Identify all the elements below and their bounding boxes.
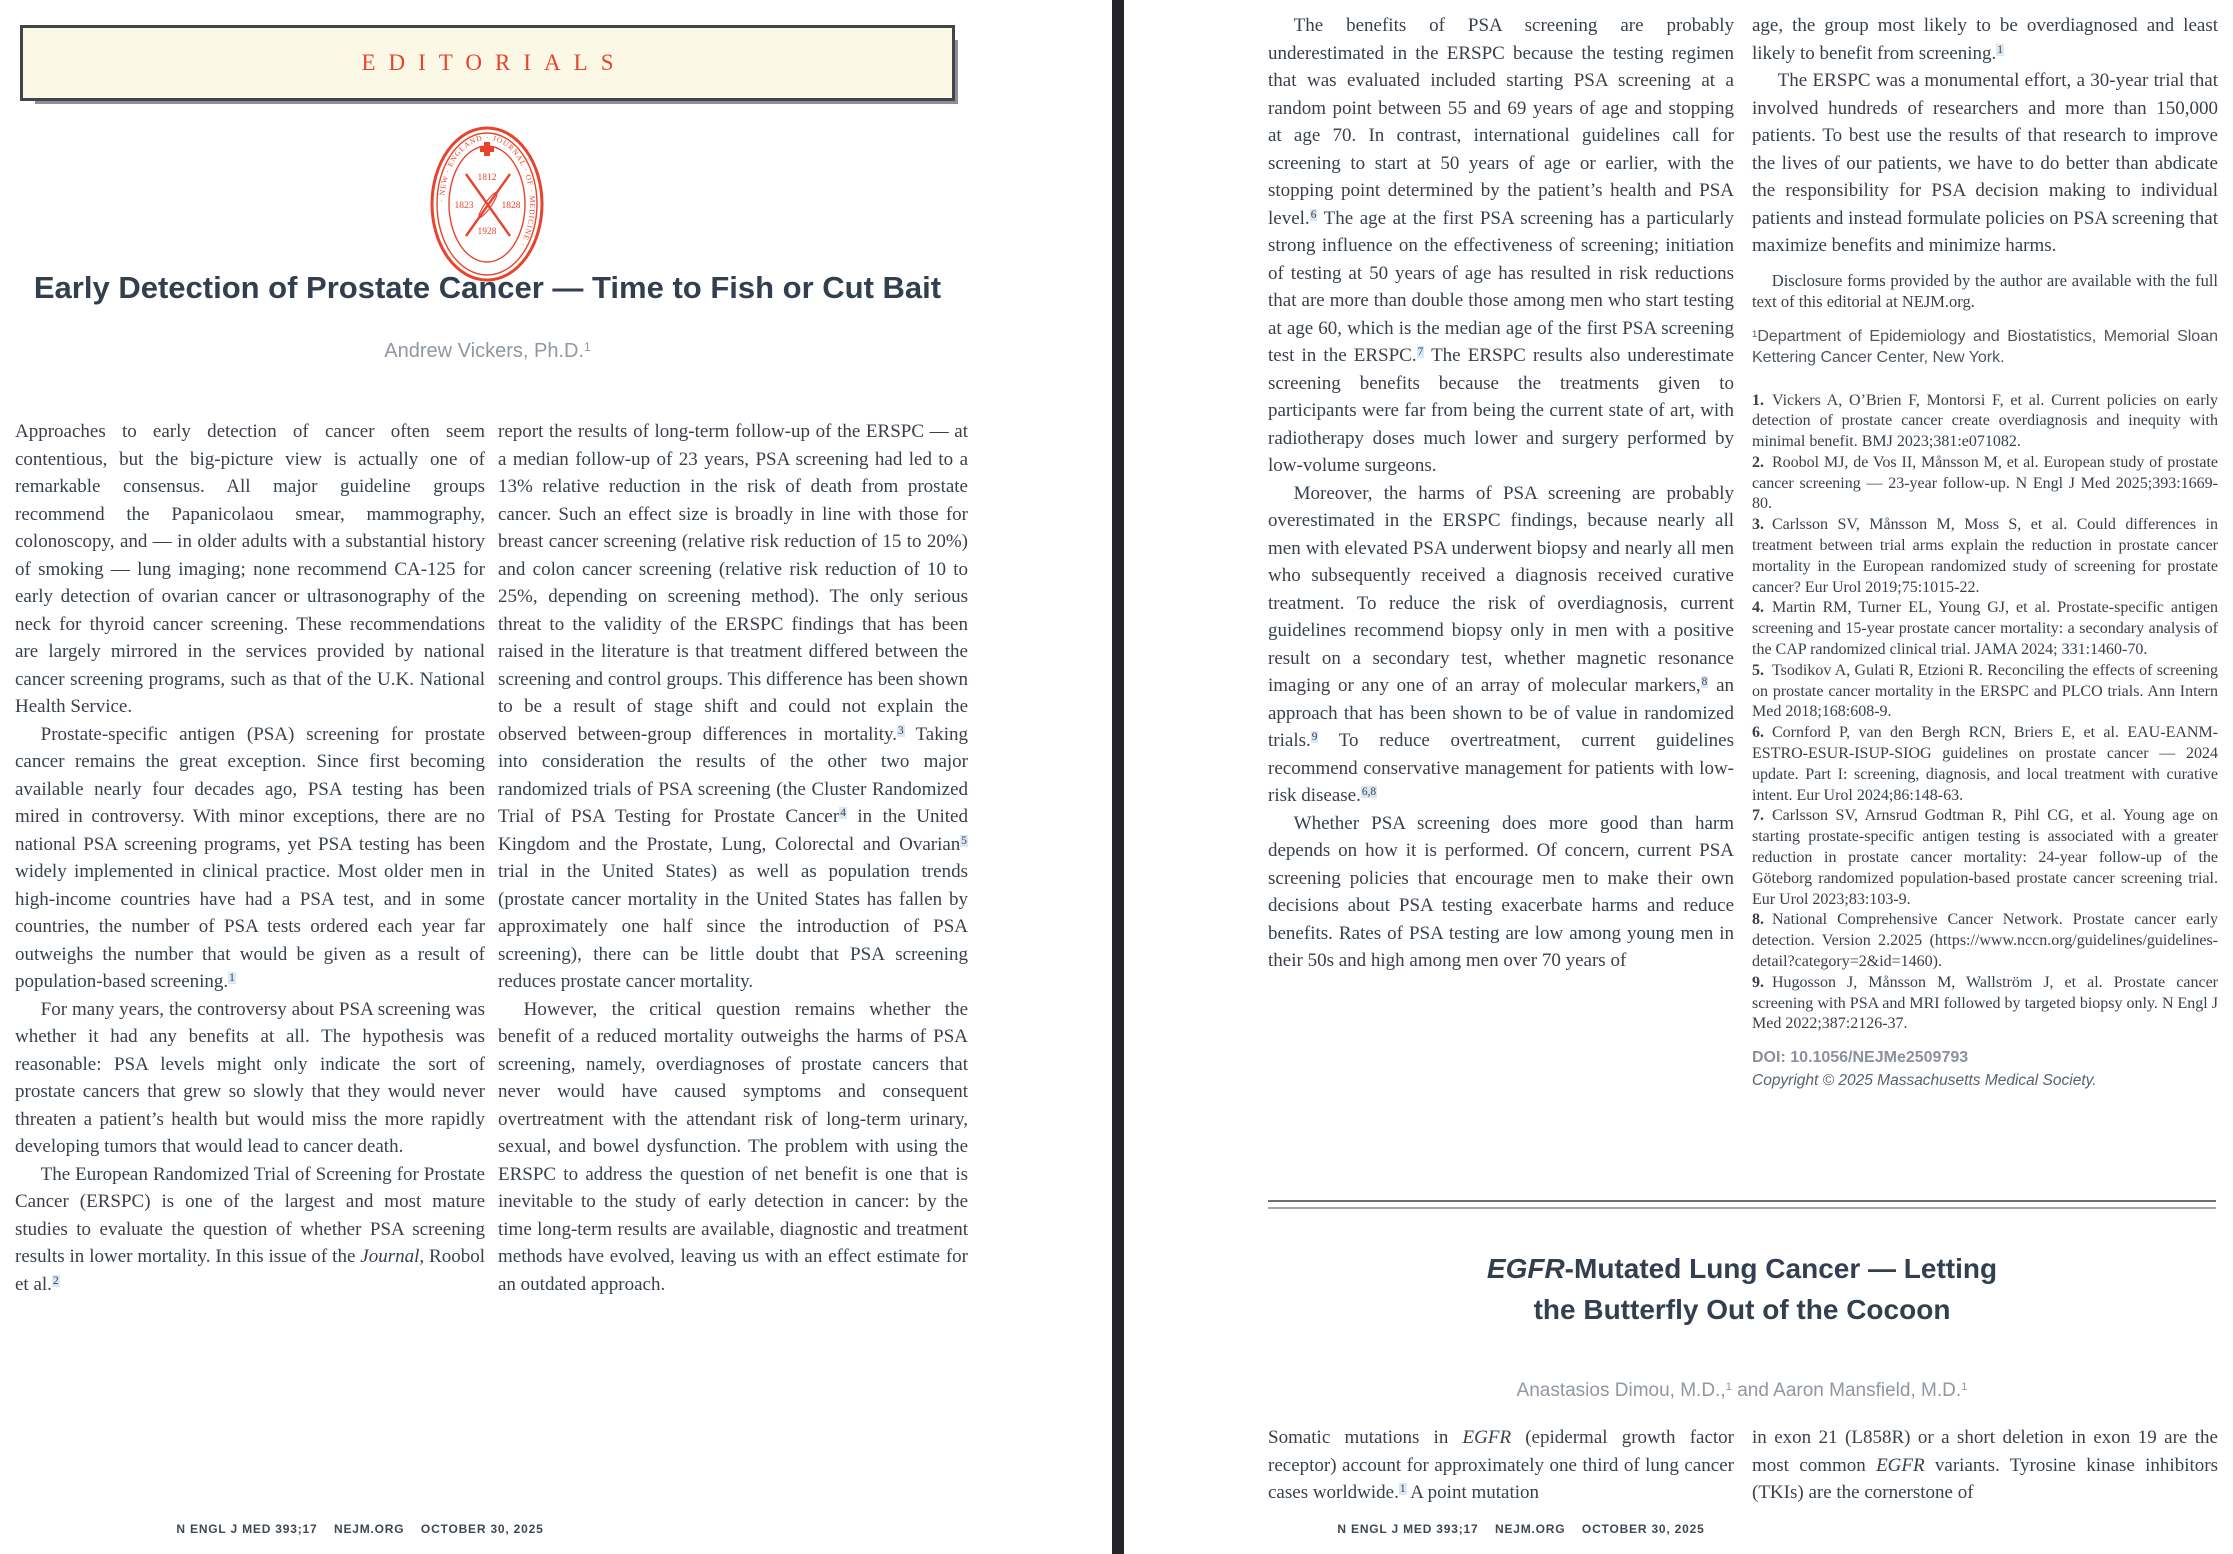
doi-line: DOI: 10.1056/NEJMe2509793 xyxy=(1752,1049,1969,1067)
body-paragraphs xyxy=(1752,12,2218,260)
reference-number: 4. xyxy=(1752,599,1764,617)
editorial2-column-1 xyxy=(1268,1424,1734,1507)
reference-link[interactable]: 3 xyxy=(898,724,904,737)
page-divider xyxy=(1112,0,1124,1554)
body-paragraph: Prostate-specific antigen (PSA) screening for prostate cancer remains the great exception. Since first becoming available nearly four decades ago, PSA testing has been mired in controversy. With minor exceptions, there are no national PSA screening programs, yet PSA testing has been widely implemented in clinical practice. Most older men in high-income countries have had a PSA test, and in some countries, the number of PSA tests ordered each year far outweighs the number that would be given as a result of population-based screening.$^1$ xyxy=(15,723,485,992)
reference-item xyxy=(1752,515,2218,598)
reference-list xyxy=(1752,391,2218,1036)
reference-link[interactable]: 2 xyxy=(52,1274,59,1287)
nejm-seal-icon xyxy=(428,124,546,284)
editorial2-title-line2: the Butterfly Out of the Cocoon xyxy=(1533,1294,1951,1325)
editorial2-title-line1: EGFR-Mutated Lung Cancer — Letting xyxy=(1486,1253,1998,1284)
seal-year-right: 1828 xyxy=(501,201,521,211)
body-paragraph: However, the critical question remains whether the benefit of a reduced mortality outweighs the harms of PSA screening, namely, overdiagnoses of prostate cancers that never would have caused symptoms and consequent overtreatment with the attendant risk of long-term urinary, sexual, and bowel dysfunction. The problem with using the ERSPC to address the question of net benefit is one that is inevitable to the study of early detection in cancer: by the time long-term results are available, diagnostic and treatment methods have evolved, leaving us with an effect estimate for an outdated approach. xyxy=(498,998,968,1295)
reference-text: National Comprehensive Cancer Network. Prostate cancer early detection. Version 2.2025 (https://www.nccn.org/guidelines/guidelines-detail?category=2&id=1460). xyxy=(1752,911,2218,971)
body-paragraph: Whether PSA screening does more good than harm depends on how it is performed. Of concern, current PSA screening policies that encourage men to make their own decisions about PSA testing exacerbate harms and reduce benefits. Rates of PSA testing are low among young men in their 50s and high among men over 70 years of xyxy=(1268,812,1734,971)
seal-year-left: 1823 xyxy=(454,201,474,211)
reference-item xyxy=(1752,453,2218,515)
reference-number: 3. xyxy=(1752,516,1764,534)
disclosure-note: Disclosure forms provided by the author are available with the full text of this editorial at NEJM.org. xyxy=(1752,270,2218,311)
body-paragraph: The benefits of PSA screening are probably underestimated in the ERSPC because the testing regimen that was evaluated included starting PSA screening at a random point between 55 and 69 years of age and stopping at age 70. In contrast, international guidelines call for screening to start at 50 years of age or earlier, with the stopping point determined by the patient’s health and PSA level.$^6$ The age at the first PSA screening has a particularly strong influence on the effectiveness of screening; initiation of testing at 50 years of age has resulted in risk reductions that are more than double those among men who start testing at age 60, which is the median age of the first PSA screening test in the ERSPC.$^7$ The ERSPC results also underestimate screening benefits because the treatments given to participants were far from being the current state of art, with radiotherapy doses much lower and surgery performed by low-volume surgeons. xyxy=(1268,15,1734,476)
reference-text: Vickers A, O’Brien F, Montorsi F, et al. Current policies on early detection of prostate cancer create overdiagnosis and inequity with minimal benefit. BMJ 2023;381:e071082. xyxy=(1752,391,2218,451)
reference-number: 5. xyxy=(1752,661,1764,679)
editorial1-authors: Andrew Vickers, Ph.D.$^1$ xyxy=(384,340,591,362)
reference-link[interactable]: 1 xyxy=(1997,43,2003,56)
reference-link[interactable]: 9 xyxy=(1311,731,1318,744)
reference-text: Hugosson J, Månsson M, Wallström J, et al. Prostate cancer screening with PSA and MRI followed by targeted biopsy only. N Engl J Med 2022;387:2126-37. xyxy=(1752,973,2218,1033)
reference-item xyxy=(1752,910,2218,972)
reference-text: Cornford P, van den Bergh RCN, Briers E, et al. EAU-EANM-ESTRO-ESUR-ISUP-SIOG guidelines on prostate cancer — 2024 update. Part I: screening, diagnosis, and local treatment with curative intent. Eur Urol 2024;86:148-63. xyxy=(1752,724,2218,804)
body-paragraph: age, the group most likely to be overdiagnosed and least likely to benefit from screening.$^1$ xyxy=(1752,15,2218,64)
reference-item xyxy=(1752,723,2218,806)
seal-year-top: 1812 xyxy=(477,173,497,183)
reference-text: Carlsson SV, Månsson M, Moss S, et al. Could differences in treatment between trial arms explain the reduction in prostate cancer mortality in the European randomized study of screening for prostate cancer? Eur Urol 2019;75:1015-22. xyxy=(1752,516,2218,596)
page-footer: N ENGL J MED 393;17 NEJM.ORG OCTOBER 30, 2025 xyxy=(176,1522,544,1536)
reference-item xyxy=(1752,806,2218,910)
page-right xyxy=(1124,0,2233,1554)
page-left xyxy=(0,0,1110,1554)
body-paragraph: Approaches to early detection of cancer often seem contentious, but the big-picture view is actually one of remarkable consensus. All major guideline groups recommend the Papanicolaou smear, mammography, colonoscopy, and — in older adults with a substantial history of smoking — lung imaging; none recommend CA-125 for early detection of ovarian cancer or ultrasonography of the neck for thyroid cancer screening. These recommendations are largely mirrored in the services provided by national cancer screening programs, such as that of the U.K. National Health Service. xyxy=(15,421,485,717)
reference-number: 8. xyxy=(1752,911,1764,929)
section-divider xyxy=(1268,1200,2216,1209)
body-paragraph: The European Randomized Trial of Screening for Prostate Cancer (ERSPC) is one of the largest and most mature studies to evaluate the question of whether PSA screening results in lower mortality. In this issue of the Journal, Roobol et al.$^2$ xyxy=(15,1163,485,1295)
reference-text: Martin RM, Turner EL, Young GJ, et al. Prostate-specific antigen screening and 15-year prostate cancer mortality: a secondary analysis of the CAP randomized clinical trial. JAMA 2024; 331:1460-70. xyxy=(1752,599,2218,659)
reference-link[interactable]: 1 xyxy=(229,972,235,985)
editorial1-column-1 xyxy=(15,418,485,1298)
body-paragraph: report the results of long-term follow-up of the ERSPC — at a median follow-up of 23 years, PSA screening had led to a 13% relative reduction in the risk of death from prostate cancer. Such an effect size is broadly in line with those for breast cancer screening (relative risk reduction of 15 to 20%) and colon cancer screening (relative risk reduction of 10 to 25%, depending on screening method). The only serious threat to the validity of the ERSPC findings that has been raised in the literature is that treatment differed between the screening and control groups. This difference has been shown to be a result of stage shift and could not explain the observed between-group differences in mortality.$^3$ Taking into consideration the results of the other two major randomized trials of PSA screening (the Cluster Randomized Trial of PSA Testing for Prostate Cancer$^4$ in the United Kingdom and the Prostate, Lung, Colorectal and Ovarian$^5$ trial in the United States) as well as population trends (prostate cancer mortality in the United States has fallen by approximately one half since the introduction of PSA screening), there can be little doubt that PSA screening reduces prostate cancer mortality. xyxy=(498,421,968,992)
editorials-label: EDITORIALS xyxy=(361,50,627,75)
reference-number: 9. xyxy=(1752,973,1764,991)
reference-item xyxy=(1752,391,2218,453)
reference-text: Carlsson SV, Arnsrud Godtman R, Pihl CG, et al. Young age on starting prostate-specific antigen testing is associated with a greater reduction in prostate cancer mortality: 24-year follow-up of the Göteborg randomized population-based prostate cancer screening trial. Eur Urol 2023;83:103-9. xyxy=(1752,807,2218,908)
reference-text: Tsodikov A, Gulati R, Etzioni R. Reconciling the effects of screening on prostate cancer mortality in the ERSPC and PLCO trials. Ann Intern Med 2018;168:608-9. xyxy=(1752,661,2218,721)
copyright-line: Copyright © 2025 Massachusetts Medical Society. xyxy=(1752,1072,2097,1090)
editorial2-title xyxy=(1268,1248,2216,1330)
page-footer: N ENGL J MED 393;17 NEJM.ORG OCTOBER 30, 2025 xyxy=(1337,1522,1705,1536)
seal-motto: · NEW · ENGLAND · JOURNAL · OF · MEDICINE · xyxy=(437,132,538,249)
body-paragraph: The ERSPC was a monumental effort, a 30-year trial that involved hundreds of researchers and more than 150,000 patients. To best use the results of that research to improve the lives of our patients, we have to do better than abdicate the responsibility for PSA decision making to individual patients and instead formulate policies on PSA screening that maximize benefits and minimize harms. xyxy=(1752,70,2218,256)
reference-link[interactable]: 4 xyxy=(840,807,846,820)
seal-year-bottom: 1928 xyxy=(477,227,497,237)
editorial2-authors: Anastasios Dimou, M.D.,$^1$ and Aaron Mansfield, M.D.$^1$ xyxy=(1516,1380,1968,1401)
reference-link[interactable]: 5 xyxy=(961,834,967,847)
reference-item xyxy=(1752,973,2218,1035)
body-paragraph: in exon 21 (L858R) or a short deletion in exon 19 are the most common EGFR variants. Tyrosine kinase inhibitors (TKIs) are the cornerstone of xyxy=(1752,1427,2218,1503)
reference-item xyxy=(1752,661,2218,723)
editorial2-column-2 xyxy=(1752,1424,2218,1507)
body-paragraph: Moreover, the harms of PSA screening are probably overestimated in the ERSPC findings, because nearly all men with elevated PSA underwent biopsy and nearly all men who subsequently received a diagnosis received curative treatment. To reduce the risk of overdiagnosis, current guidelines recommend biopsy only in men with a positive result on a secondary test, whether magnetic resonance imaging or any one of an array of molecular markers,$^8$ an approach that has been shown to be of value in randomized trials.$^9$ To reduce overtreatment, current guidelines recommend conservative management for patients with low-risk disease.$^{6,8}$ xyxy=(1268,482,1734,806)
reference-link[interactable]: 6,8 xyxy=(1361,786,1377,799)
reference-link[interactable]: 6 xyxy=(1310,208,1317,221)
reference-link[interactable]: 8 xyxy=(1701,676,1708,689)
seal-cross-icon xyxy=(480,142,494,156)
reference-number: 6. xyxy=(1752,724,1764,742)
reference-link[interactable]: 1 xyxy=(1399,1483,1406,1496)
editorials-banner xyxy=(20,25,955,101)
reference-text: Roobol MJ, de Vos II, Månsson M, et al. European study of prostate cancer screening — 23-year follow-up. N Engl J Med 2025;393:1669-80. xyxy=(1752,453,2218,513)
editorial1-column-4 xyxy=(1752,12,2218,1090)
editorial1-column-2 xyxy=(498,418,968,1298)
body-paragraph: Somatic mutations in EGFR (epidermal growth factor receptor) account for approximately one third of lung cancer cases worldwide.$^1$ A point mutation xyxy=(1268,1427,1734,1503)
editorial1-title: Early Detection of Prostate Cancer — Time to Fish or Cut Bait xyxy=(33,270,942,305)
editorial1-column-3 xyxy=(1268,12,1734,975)
body-paragraph: For many years, the controversy about PSA screening was whether it had any benefits at all. The hypothesis was reasonable: PSA levels might only indicate the sort of prostate cancers that grew so slowly that they would never threaten a patient’s health but would miss the more rapidly developing tumors that would lead to cancer death. xyxy=(15,998,485,1157)
reference-number: 2. xyxy=(1752,453,1764,471)
reference-number: 7. xyxy=(1752,807,1764,825)
reference-number: 1. xyxy=(1752,391,1764,409)
reference-item xyxy=(1752,598,2218,660)
reference-link[interactable]: 7 xyxy=(1417,346,1424,359)
affiliation-note: $^1$Department of Epidemiology and Biostatistics, Memorial Sloan Kettering Cancer Center, New York. xyxy=(1752,327,2218,366)
